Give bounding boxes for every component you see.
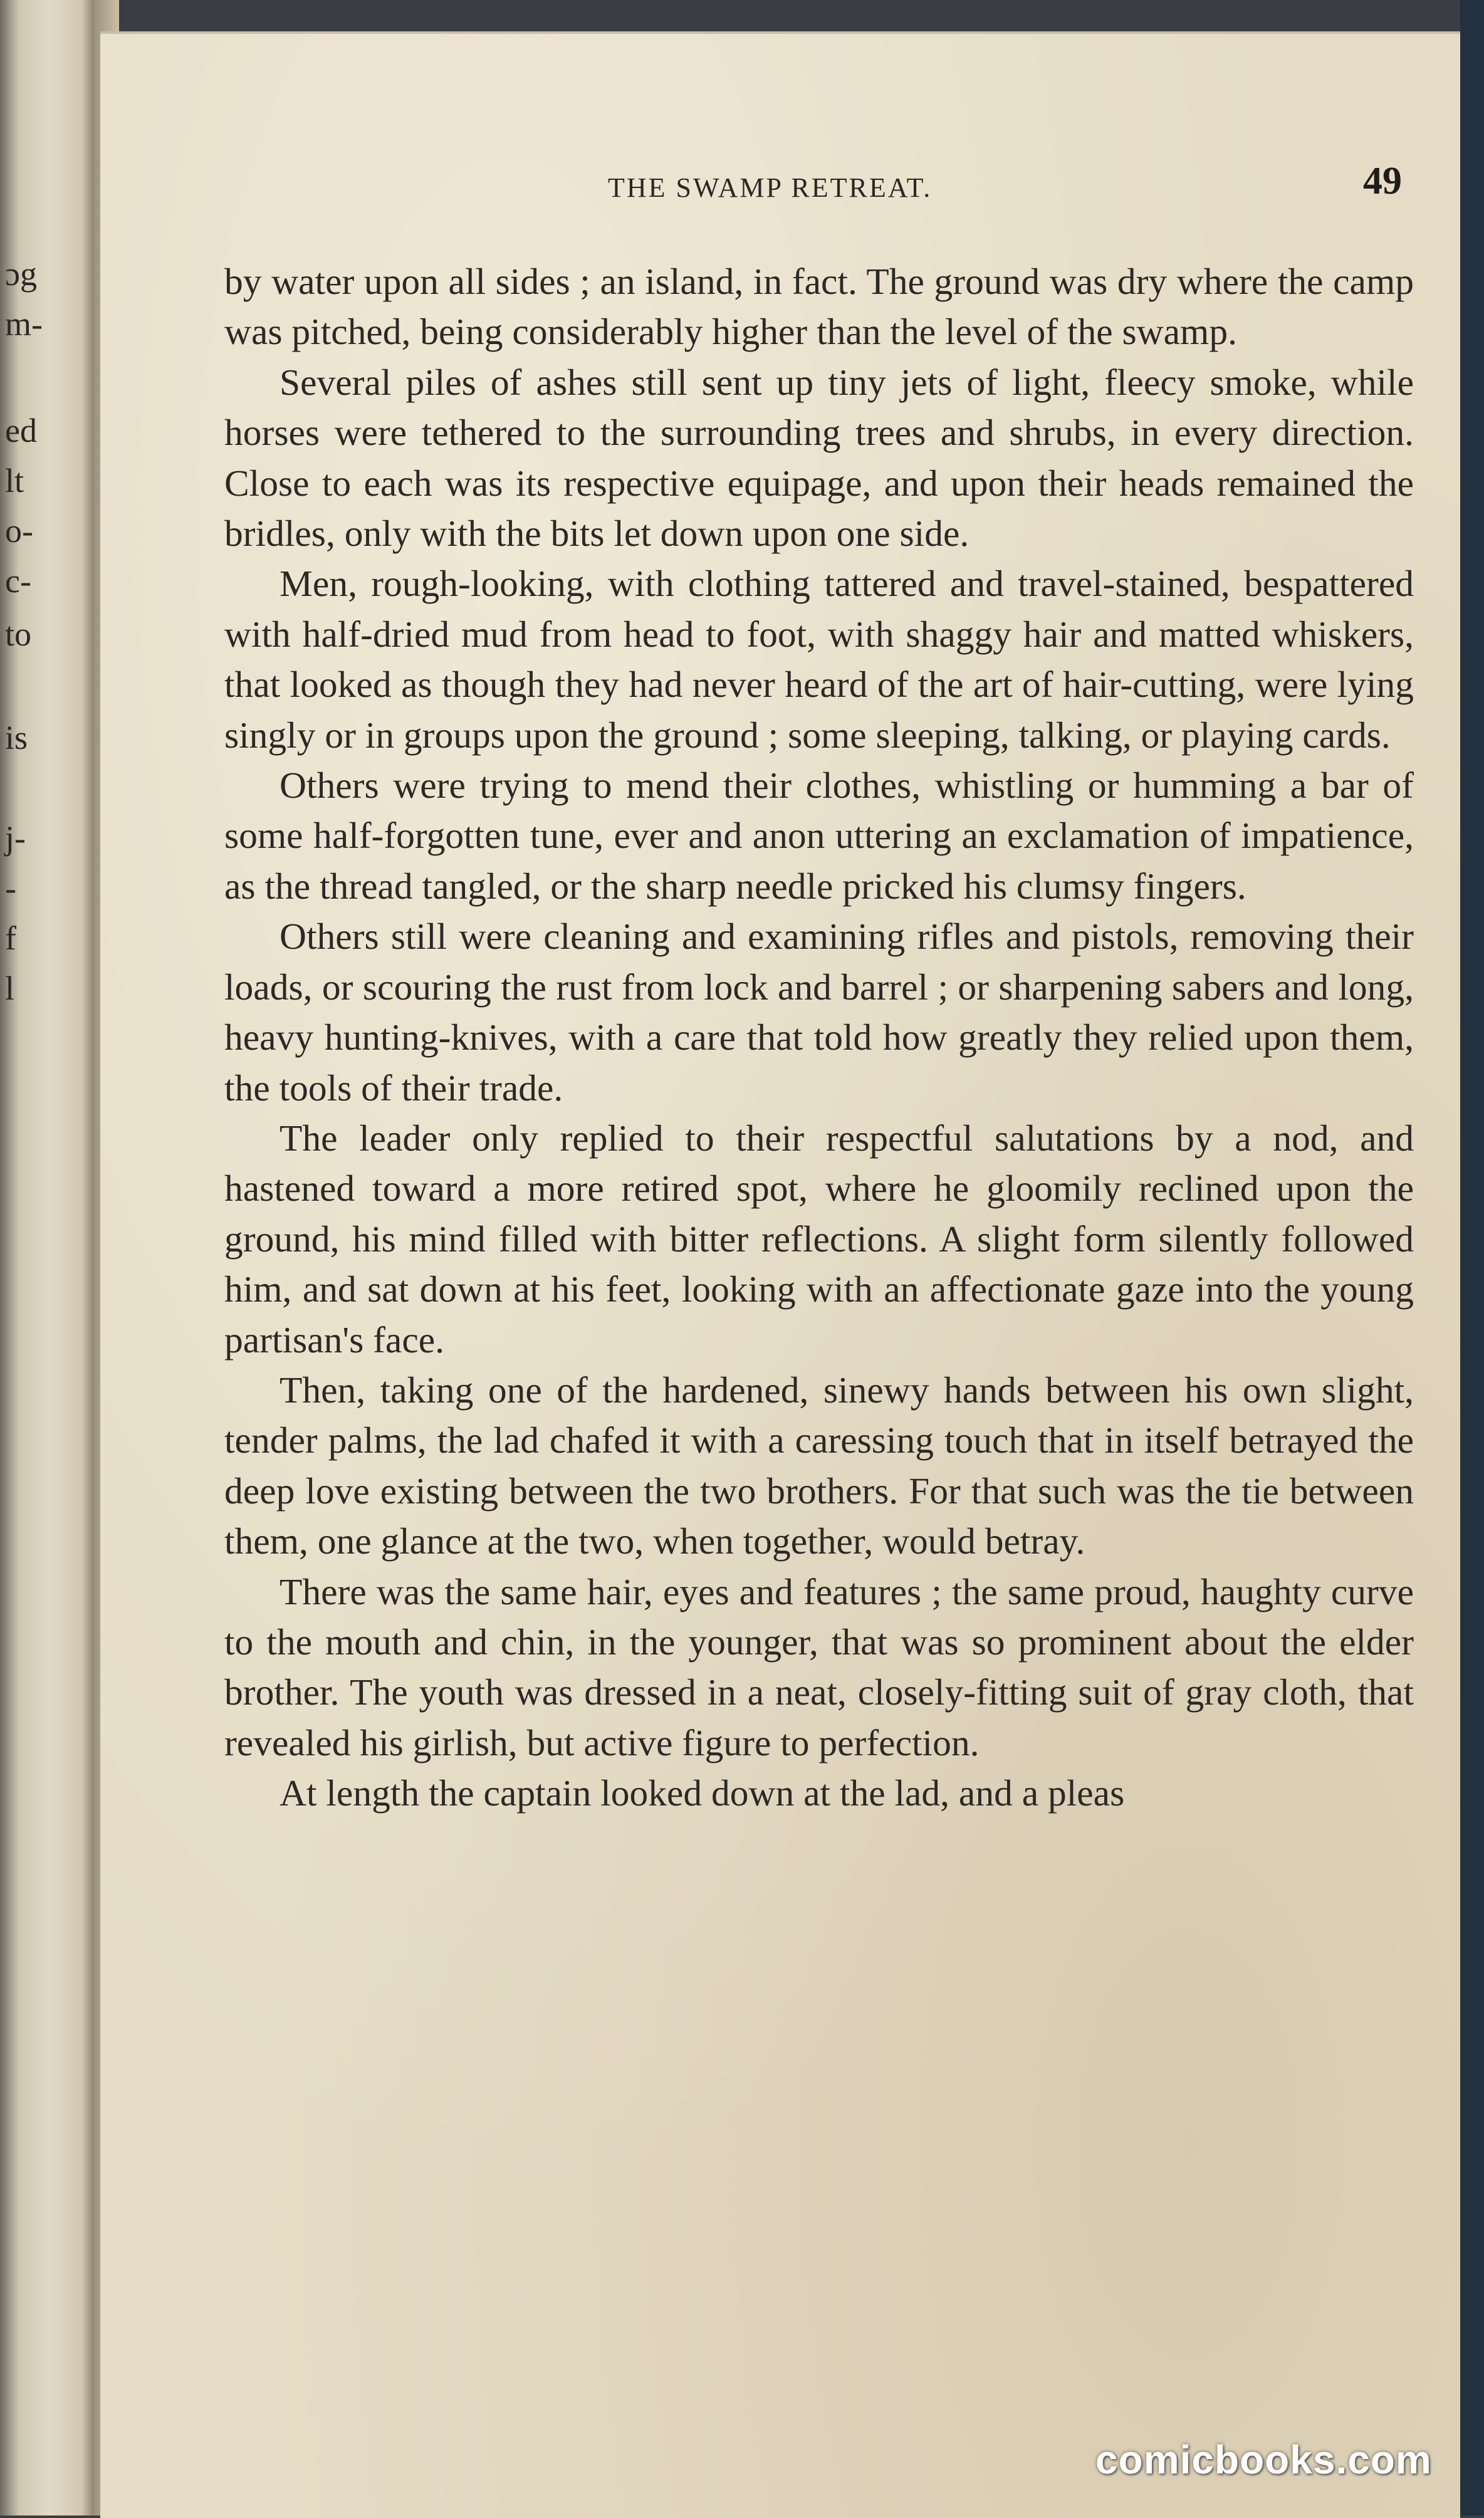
paragraph: Men, rough-looking, with clothing tattered and travel-stained, bespattered with half-dried mud from head to foot, with shaggy hair and matted whiskers, that looked as though they had never heard of the art of hair-cutting, were lying singly or in groups upon the ground ; some sleeping, talking, or playing cards. <box>224 563 1414 756</box>
previous-page-fragment: c- <box>5 562 31 600</box>
paragraph: Others were trying to mend their clothes, whistling or humming a bar of some half-forgotten tune, ever and anon uttering an exclamation of impatience, as the thread tangled, or the sharp needle pricked his clumsy fingers. <box>224 765 1414 907</box>
paragraph: At length the captain looked down at the lad, and a pleas <box>280 1772 1125 1814</box>
paragraph: There was the same hair, eyes and features ; the same proud, haughty curve to the mouth and chin, in the younger, that was so prominent about the elder brother. The youth was dressed in a neat, closely-fitting suit of gray cloth, that revealed his girlish, but active figure to perfection. <box>224 1570 1414 1763</box>
previous-page-fragment: is <box>5 719 28 756</box>
watermark: comicbooks.com <box>1095 2437 1432 2482</box>
paragraph: Others still were cleaning and examining rifles and pistols, removing their loads, or scouring the rust from lock and barrel ; or sharpening sabers and long, heavy hunting-knives, with a care that told how greatly they relied upon them, the tools of their trade. <box>224 916 1414 1109</box>
background-edge <box>1460 0 1484 2515</box>
previous-page-fragment: j- <box>5 819 26 857</box>
previous-page-edge <box>0 0 94 2515</box>
previous-page-fragment: l <box>5 969 15 1007</box>
previous-page-fragment: to <box>5 615 32 653</box>
paragraph: Then, taking one of the hardened, sinewy hands between his own slight, tender palms, the lad chafed it with a caressing touch that in itself betrayed the deep love existing between the two brothers. For that such was the tie between them, one glance at the two, when together, would betray. <box>224 1369 1414 1562</box>
body-text <box>224 256 1414 1819</box>
previous-page-fragment: m- <box>5 305 43 343</box>
previous-page-fragment: f <box>5 919 16 957</box>
running-head: THE SWAMP RETREAT. <box>608 172 933 203</box>
paragraph: The leader only replied to their respectful salutations by a nod, and hastened toward a more retired spot, where he gloomily reclined upon the ground, his mind filled with bitter reflections. A slight form silently followed him, and sat down at his feet, looking with an affectionate gaze into the young partisan's face. <box>224 1117 1414 1361</box>
paragraph: Several piles of ashes still sent up tiny jets of light, fleecy smoke, while horses were tethered to the surrounding trees and shrubs, in every direction. Close to each was its respective equipage, and upon their heads remained the bridles, only with the bits let down upon one side. <box>224 361 1414 555</box>
previous-page-fragment: - <box>5 869 16 907</box>
previous-page-fragment: ed <box>5 412 37 449</box>
previous-page-fragment: ɔg <box>5 255 37 293</box>
page-number: 49 <box>1363 160 1402 202</box>
previous-page-fragment: o- <box>5 512 33 550</box>
paragraph: by water upon all sides ; an island, in fact. The ground was dry where the camp was pitched, being considerably higher than the level of the swamp. <box>224 261 1414 353</box>
previous-page-fragment: lt <box>5 462 24 499</box>
book-page <box>100 31 1460 2518</box>
